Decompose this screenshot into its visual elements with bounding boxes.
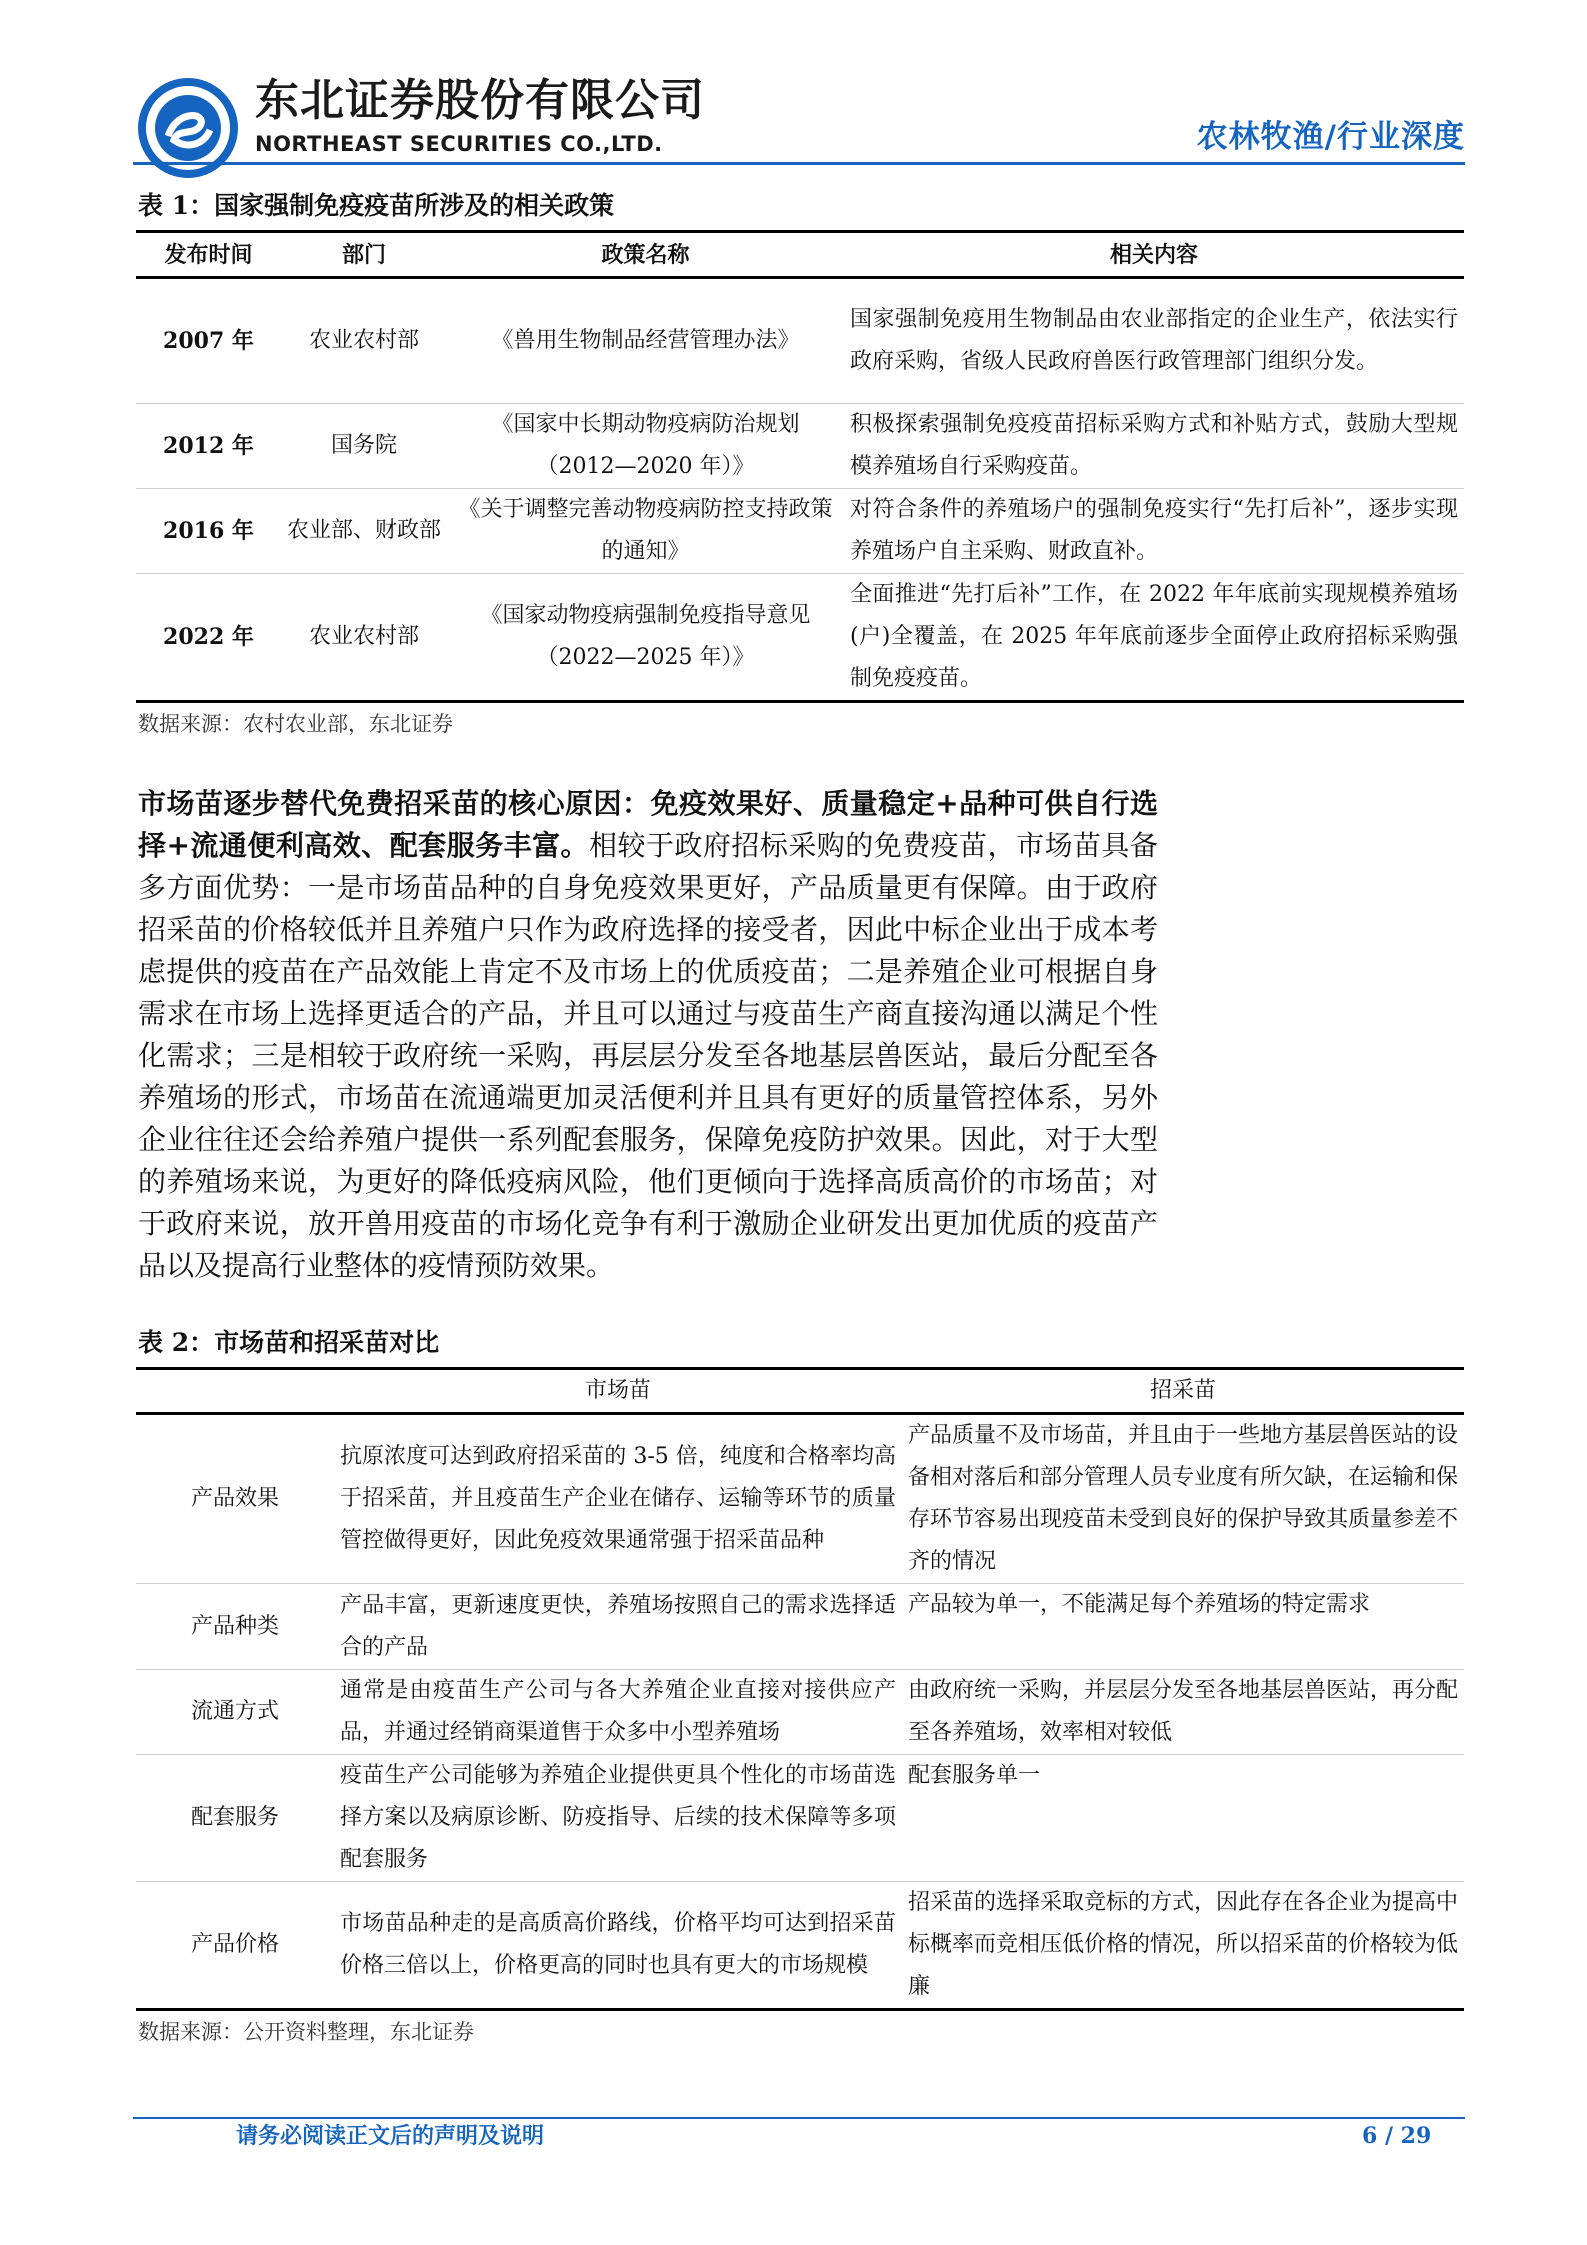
table-row xyxy=(136,278,1464,404)
market-cell: 通常是由疫苗生产公司与各大养殖企业直接对接供应产品，并通过经销商渠道售于众多中小型养殖场 xyxy=(340,1678,896,1745)
column-header: 市场苗 xyxy=(584,1378,651,1403)
row-label: 产品效果 xyxy=(190,1486,279,1511)
disclaimer-note: 请务必阅读正文后的声明及说明 xyxy=(236,2123,545,2149)
column-header: 招采苗 xyxy=(1149,1378,1216,1403)
footer-divider xyxy=(133,2117,1465,2119)
tender-cell: 配套服务单一 xyxy=(908,1763,1041,1788)
paragraph-lead: 市场苗逐步替代免费招采苗的核心原因：免疫效果好、质量稳定+品种可供自行选择+流通便利高效、配套服务丰富。 xyxy=(138,787,1158,862)
year-cell: 2022 年 xyxy=(163,624,254,650)
tender-cell: 产品质量不及市场苗，并且由于一些地方基层兽医站的设备相对落后和部分管理人员专业度有所欠缺，在运输和保存环节容易出现疫苗未受到良好的保护导致其质量参差不齐的情况 xyxy=(908,1423,1459,1574)
row-label: 配套服务 xyxy=(190,1805,279,1830)
tender-cell: 由政府统一采购，并层层分发至各地基层兽医站，再分配至各养殖场，效率相对较低 xyxy=(908,1678,1459,1745)
dept-cell: 农业农村部 xyxy=(308,328,419,353)
column-header: 部门 xyxy=(341,241,386,268)
row-label: 产品价格 xyxy=(190,1932,279,1957)
policy-table xyxy=(136,230,1464,703)
row-label: 产品种类 xyxy=(190,1613,279,1639)
section-tag: 农林牧渔/行业深度 xyxy=(1196,119,1465,155)
company-name-cn: 东北证券股份有限公司 xyxy=(255,75,705,126)
table1-source: 数据来源：农村农业部，东北证券 xyxy=(138,712,453,736)
column-header xyxy=(136,1369,334,1414)
year-cell: 2007 年 xyxy=(163,328,254,354)
table-row xyxy=(136,1755,1464,1882)
market-cell: 疫苗生产公司能够为养殖企业提供更具个性化的市场苗选择方案以及病原诊断、防疫指导、后续的技术保障等多项配套服务 xyxy=(340,1763,896,1872)
column-header: 发布时间 xyxy=(164,241,253,268)
tender-cell: 招采苗的选择采取竞标的方式，因此存在各企业为提高中标概率而竞相压低价格的情况，所以招采苗的价格较为低廉 xyxy=(908,1890,1459,1999)
comparison-table xyxy=(136,1367,1464,2011)
page-number: 6 / 29 xyxy=(1362,2123,1432,2149)
year-cell: 2016 年 xyxy=(163,518,254,544)
document-body xyxy=(136,190,1464,2047)
content-cell: 国家强制免疫用生物制品由农业部指定的企业生产，依法实行政府采购，省级人民政府兽医行政管理部门组织分发。 xyxy=(850,307,1458,374)
table-row xyxy=(136,1670,1464,1755)
table-row xyxy=(136,1584,1464,1670)
year-cell: 2012 年 xyxy=(163,433,254,459)
tender-cell: 产品较为单一，不能满足每个养殖场的特定需求 xyxy=(908,1592,1371,1617)
header-divider xyxy=(133,162,1465,165)
policy-cell: 《国家动物疫病强制免疫指导意见（2022—2025 年）》 xyxy=(480,603,811,670)
row-label: 流通方式 xyxy=(190,1699,279,1724)
policy-cell: 《关于调整完善动物疫病防控支持政策的通知》 xyxy=(458,497,833,564)
column-header: 政策名称 xyxy=(601,241,690,268)
market-cell: 市场苗品种走的是高质高价路线，价格平均可达到招采苗价格三倍以上，价格更高的同时也具有更大的市场规模 xyxy=(340,1911,896,1978)
content-cell: 对符合条件的养殖场户的强制免疫实行“先打后补”，逐步实现养殖场户自主采购、财政直补。 xyxy=(850,497,1458,564)
table2-title: 表 2：市场苗和招采苗对比 xyxy=(138,1328,440,1357)
column-header: 相关内容 xyxy=(1109,241,1198,268)
dept-cell: 农业部、财政部 xyxy=(287,518,442,543)
content-cell: 全面推进“先打后补”工作，在 2022 年年底前实现规模养殖场(户)全覆盖，在 2025 年年底前逐步全面停止政府招标采购强制免疫疫苗。 xyxy=(850,582,1458,691)
table-row xyxy=(136,574,1464,702)
policy-cell: 《国家中长期动物疫病防治规划（2012—2020 年）》 xyxy=(491,412,800,479)
paragraph-text: 相较于政府招标采购的免费疫苗，市场苗具备多方面优势：一是市场苗品种的自身免疫效果更好，产品质量更有保障。由于政府招采苗的价格较低并且养殖户只作为政府选择的接受者，因此中标企业出于成本考虑提供的疫苗在产品效能上肯定不及市场上的优质疫苗；二是养殖企业可根据自身需求在市场上选择更适合的产品，并且可以通过与疫苗生产商直接沟通以满足个性化需求；三是相较于政府统一采购，再层层分发至各地基层兽医站，最后分配至各养殖场的形式，市场苗在流通端更加灵活便利并且具有更好的质量管控体系，另外企业往往还会给养殖户提供一系列配套服务，保障免疫防护效果。因此，对于大型的养殖场来说，为更好的降低疫病风险，他们更倾向于选择高质高价的市场苗；对于政府来说，放开兽用疫苗的市场化竞争有利于激励企业研发出更加优质的疫苗产品以及提高行业整体的疫情预防效果。 xyxy=(138,829,1158,1282)
body-paragraph xyxy=(136,783,1158,1287)
market-cell: 产品丰富，更新速度更快，养殖场按照自己的需求选择适合的产品 xyxy=(340,1592,896,1660)
table1-title: 表 1：国家强制免疫疫苗所涉及的相关政策 xyxy=(138,191,615,220)
policy-cell: 《兽用生物制品经营管理办法》 xyxy=(491,328,800,353)
market-cell: 抗原浓度可达到政府招采苗的 3-5 倍，纯度和合格率均高于招采苗，并且疫苗生产企业在储存、运输等环节的质量管控做得更好，因此免疫效果通常强于招采苗品种 xyxy=(340,1444,896,1553)
table-row xyxy=(136,1414,1464,1584)
table-row xyxy=(136,1882,1464,2010)
dept-cell: 国务院 xyxy=(330,433,397,458)
company-name-en: NORTHEAST SECURITIES CO.,LTD. xyxy=(255,132,663,156)
table-row xyxy=(136,489,1464,574)
content-cell: 积极探索强制免疫疫苗招标采购方式和补贴方式，鼓励大型规模养殖场自行采购疫苗。 xyxy=(850,412,1458,479)
dept-cell: 农业农村部 xyxy=(308,624,419,649)
table-row xyxy=(136,404,1464,489)
table2-source: 数据来源：公开资料整理，东北证券 xyxy=(138,2020,474,2044)
